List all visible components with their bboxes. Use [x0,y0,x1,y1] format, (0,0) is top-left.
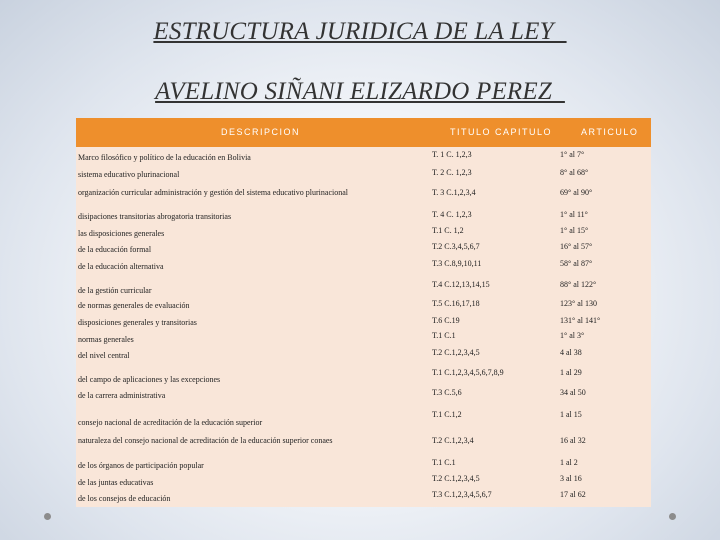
row-description: del campo de aplicaciones y las excepciones [78,375,221,384]
row-description: de normas generales de evaluación [78,301,190,310]
row-description: de la educación formal [78,245,152,254]
header-articulo: ARTICULO [581,127,639,137]
row-title-chapter: T. 3 C.1,2,3,4 [432,188,476,197]
row-description: disipaciones transitorias abrogatoria transitorias [78,212,232,221]
title-line-2: AVELINO SIÑANI ELIZARDO PEREZ [155,78,565,105]
row-article: 69° al 90° [560,188,593,197]
row-article: 88° al 122° [560,280,597,289]
row-article: 8° al 68° [560,168,589,177]
row-description: de los consejos de educación [78,494,171,503]
row-article: 4 al 38 [560,348,582,357]
row-description: disposiciones generales y transitorias [78,318,197,327]
row-description: de la gestión curricular [78,286,152,295]
row-title-chapter: T.6 C.19 [432,316,460,325]
table-header [76,118,651,147]
row-article: 16° al 57° [560,242,593,251]
row-article: 1° al 7° [560,150,585,159]
row-description: de los órganos de participación popular [78,461,204,470]
row-title-chapter: T. 4 C. 1,2,3 [432,210,472,219]
decorative-dot-left [44,513,51,520]
row-description: organización curricular administración y gestión del sistema educativo plurinacional [78,188,348,197]
decorative-dot-right [669,513,676,520]
row-article: 34 al 50 [560,388,586,397]
row-article: 123° al 130 [560,299,597,308]
row-description: de las juntas educativas [78,478,154,487]
row-article: 17 al 62 [560,490,586,499]
law-structure-table [76,118,651,507]
row-title-chapter: T.3 C.8,9,10,11 [432,259,482,268]
row-article: 1 al 29 [560,368,582,377]
header-descripcion: DESCRIPCION [221,127,301,137]
title-line-1: ESTRUCTURA JURIDICA DE LA LEY [153,18,567,45]
row-description: las disposiciones generales [78,229,165,238]
row-title-chapter: T.3 C.5,6 [432,388,462,397]
row-description: naturaleza del consejo nacional de acreditación de la educación superior conaes [78,436,333,445]
row-description: del nivel central [78,351,130,360]
row-article: 131° al 141° [560,316,601,325]
row-title-chapter: T.1 C.1 [432,331,456,340]
row-title-chapter: T. 2 C. 1,2,3 [432,168,472,177]
row-description: sistema educativo plurinacional [78,170,180,179]
row-title-chapter: T.3 C.1,2,3,4,5,6,7 [432,490,492,499]
row-article: 1° al 15° [560,226,589,235]
row-article: 58° al 87° [560,259,593,268]
row-article: 1° al 11° [560,210,588,219]
row-title-chapter: T.5 C.16,17,18 [432,299,480,308]
row-title-chapter: T.1 C. 1,2 [432,226,464,235]
row-description: consejo nacional de acreditación de la educación superior [78,418,263,427]
row-title-chapter: T. 1 C. 1,2,3 [432,150,472,159]
row-article: 1 al 15 [560,410,582,419]
row-title-chapter: T.2 C.3,4,5,6,7 [432,242,480,251]
row-title-chapter: T.2 C.1,2,3,4,5 [432,348,480,357]
row-article: 1 al 2 [560,458,578,467]
row-article: 16 al 32 [560,436,586,445]
row-title-chapter: T.1 C.1 [432,458,456,467]
row-title-chapter: T.2 C.1,2,3,4,5 [432,474,480,483]
row-description: Marco filosófico y político de la educación en Bolivia [78,153,251,162]
header-titulo-capitulo: TITULO CAPITULO [450,127,553,137]
row-description: de la carrera administrativa [78,391,166,400]
row-title-chapter: T.1 C.1,2 [432,410,462,419]
row-article: 1° al 3° [560,331,585,340]
row-article: 3 al 16 [560,474,582,483]
row-title-chapter: T.2 C.1,2,3,4 [432,436,474,445]
row-title-chapter: T.4 C.12,13,14,15 [432,280,490,289]
row-description: normas generales [78,335,134,344]
row-description: de la educación alternativa [78,262,164,271]
row-title-chapter: T.1 C.1,2,3,4,5,6,7,8,9 [432,368,504,377]
